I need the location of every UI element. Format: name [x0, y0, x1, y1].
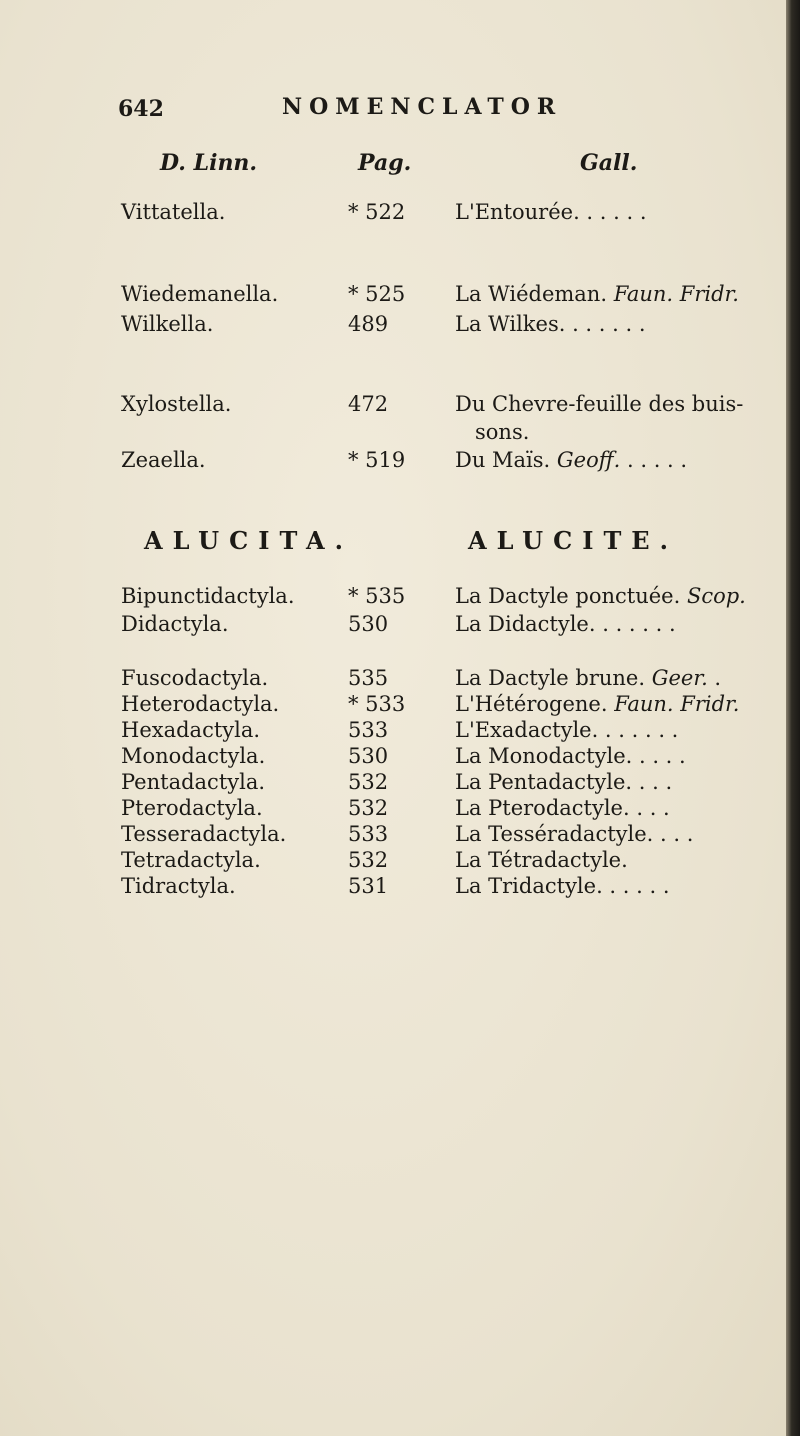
section-heading-french: ALUCITE. [468, 526, 678, 555]
entry-french: La Wiédeman. Faun. Fridr. [455, 282, 739, 306]
entry-french: L'Entourée. . . . . . [455, 200, 647, 224]
page-number: 642 [118, 96, 164, 122]
entry-french: La Pentadactyle. . . . [455, 770, 673, 794]
entry-latin: Tidractyla. [121, 874, 236, 898]
entry-french: L'Exadactyle. . . . . . . [455, 718, 679, 742]
section-heading-latin: ALUCITA. [144, 526, 353, 555]
entry-latin: Vittatella. [121, 200, 226, 224]
entry-french: La Didactyle. . . . . . . [455, 612, 676, 636]
entry-page: 532 [348, 796, 389, 820]
entry-page: 535 [348, 666, 389, 690]
entry-french: La Tridactyle. . . . . . [455, 874, 670, 898]
entry-page: 472 [348, 392, 389, 416]
column-header-pag: Pag. [358, 150, 412, 176]
entry-latin: Xylostella. [121, 392, 232, 416]
entry-french: La Tesséradactyle. . . . [455, 822, 694, 846]
entry-latin: Tesseradactyla. [121, 822, 287, 846]
entry-page: * 525 [348, 282, 406, 306]
entry-latin: Wilkella. [121, 312, 214, 336]
entry-page: * 519 [348, 448, 406, 472]
entry-latin: Tetradactyla. [121, 848, 261, 872]
entry-latin: Wiedemanella. [121, 282, 279, 306]
entry-french: La Tétradactyle. [455, 848, 628, 872]
entry-page: 530 [348, 612, 389, 636]
entry-french: L'Hétérogene. Faun. Fridr. [455, 692, 740, 716]
entry-page: * 522 [348, 200, 406, 224]
entry-latin: Pentadactyla. [121, 770, 266, 794]
page-edge-shadow [786, 0, 800, 1436]
entry-page: 532 [348, 770, 389, 794]
entry-french-continued: sons. [475, 420, 530, 444]
entry-latin: Monodactyla. [121, 744, 266, 768]
entry-latin: Didactyla. [121, 612, 229, 636]
entry-page: 533 [348, 822, 389, 846]
entry-french: La Dactyle ponctuée. Scop. [455, 584, 746, 608]
entry-latin: Hexadactyla. [121, 718, 261, 742]
entry-french: Du Chevre-feuille des buis- [455, 392, 744, 416]
entry-page: 489 [348, 312, 389, 336]
entry-latin: Heterodactyla. [121, 692, 280, 716]
entry-latin: Pterodactyla. [121, 796, 263, 820]
column-header-linn: D. Linn. [160, 150, 258, 176]
entry-latin: Zeaella. [121, 448, 206, 472]
column-header-gall: Gall. [580, 150, 638, 176]
entry-page: 530 [348, 744, 389, 768]
entry-french: La Wilkes. . . . . . . [455, 312, 646, 336]
entry-latin: Bipunctidactyla. [121, 584, 295, 608]
entry-page: 531 [348, 874, 389, 898]
running-title: NOMENCLATOR [282, 94, 563, 120]
entry-page: * 535 [348, 584, 406, 608]
entry-french: La Dactyle brune. Geer. . [455, 666, 722, 690]
entry-french: La Monodactyle. . . . . [455, 744, 686, 768]
entry-page: 533 [348, 718, 389, 742]
entry-page: 532 [348, 848, 389, 872]
entry-page: * 533 [348, 692, 406, 716]
entry-french: Du Maïs. Geoff. . . . . . [455, 448, 688, 472]
entry-french: La Pterodactyle. . . . [455, 796, 670, 820]
entry-latin: Fuscodactyla. [121, 666, 269, 690]
